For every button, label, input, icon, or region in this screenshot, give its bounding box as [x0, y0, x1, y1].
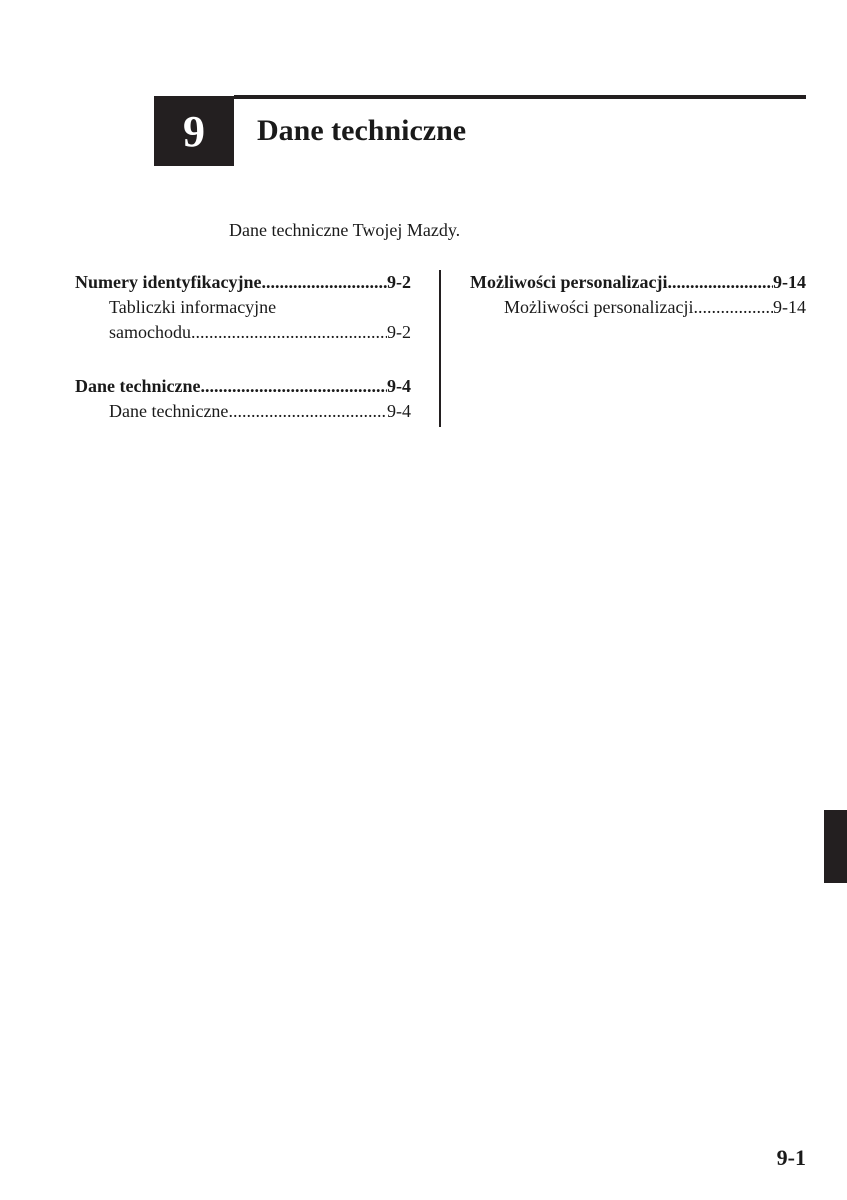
toc-right-column	[470, 270, 806, 349]
toc-entry-label: Dane techniczne	[75, 376, 201, 396]
chapter-side-tab	[824, 810, 847, 883]
toc-subentry-page: 9-2	[387, 322, 411, 342]
toc-subentry-specifications[interactable]	[75, 399, 411, 424]
toc-section-personalization	[470, 270, 806, 320]
toc-left-column	[75, 270, 411, 453]
chapter-intro: Dane techniczne Twojej Mazdy.	[229, 220, 461, 240]
toc-entry-identification[interactable]	[75, 270, 411, 295]
toc-entry-page: 9-4	[387, 376, 411, 396]
column-divider	[439, 270, 441, 427]
chapter-title: Dane techniczne	[257, 114, 467, 147]
toc-section-identification	[75, 270, 411, 345]
toc-entry-label: Numery identyfikacyjne	[75, 272, 262, 292]
header-rule	[234, 95, 806, 99]
toc-leader-dots	[200, 374, 387, 399]
toc-subentry-label: Dane techniczne	[109, 401, 229, 421]
toc-leader-dots	[191, 320, 387, 345]
page-number: 9-1	[776, 1145, 806, 1170]
toc-leader-dots	[228, 399, 387, 424]
toc-entry-personalization[interactable]	[470, 270, 806, 295]
toc-leader-dots	[261, 270, 387, 295]
chapter-number: 9	[183, 106, 205, 156]
toc-leader-dots	[667, 270, 773, 295]
toc-subentry-label: Możliwości personalizacji	[504, 297, 694, 317]
toc-subentry-label-line1[interactable]: Tabliczki informacyjne	[109, 297, 277, 317]
toc-leader-dots	[693, 295, 773, 320]
toc-subentry-label-line2: samochodu	[109, 322, 191, 342]
toc-entry-specifications[interactable]	[75, 374, 411, 399]
toc-subentry-plates[interactable]	[75, 320, 411, 345]
toc-entry-page: 9-2	[387, 272, 411, 292]
toc-section-specifications	[75, 374, 411, 424]
toc-entry-label: Możliwości personalizacji	[470, 272, 668, 292]
toc-subentry-page: 9-4	[387, 401, 411, 421]
toc-entry-page: 9-14	[773, 272, 806, 292]
toc-subentry-page: 9-14	[773, 297, 806, 317]
chapter-number-box	[154, 96, 234, 166]
toc-subentry-personalization[interactable]	[470, 295, 806, 320]
